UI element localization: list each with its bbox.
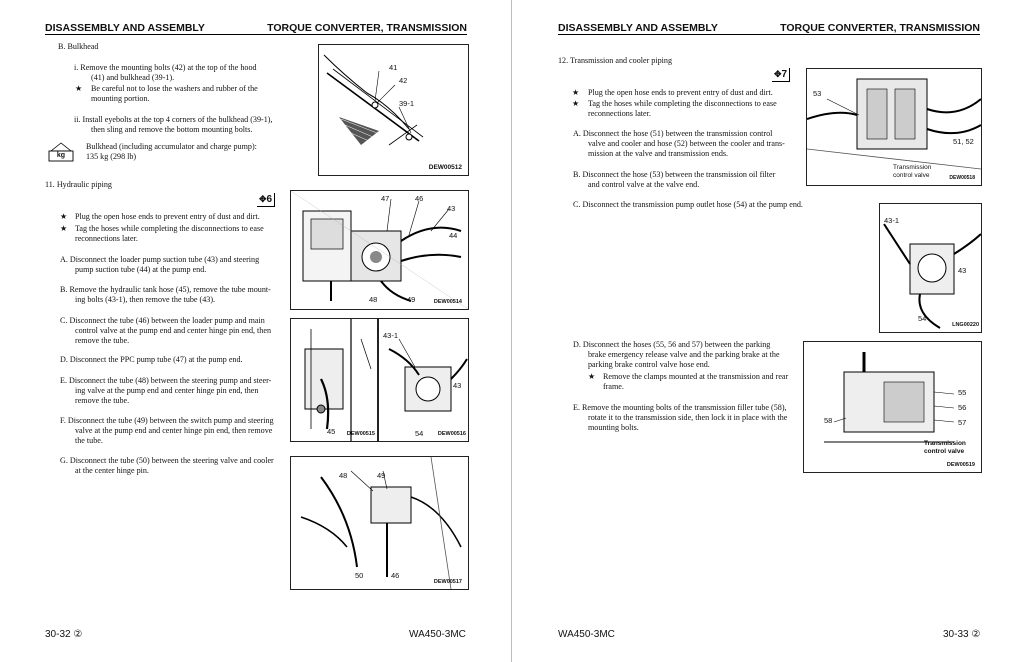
step-11f-line2: valve at the pump end and center hinge pin end, then remove bbox=[75, 426, 273, 435]
figure-tube-mounting bbox=[378, 318, 469, 442]
step-11-heading: 11. Hydraulic piping bbox=[45, 180, 112, 189]
callout-53: 53 bbox=[813, 89, 822, 98]
star-icon: ★ bbox=[60, 212, 68, 221]
callout-46: 46 bbox=[415, 194, 424, 203]
step-12d-line1: D. Disconnect the hoses (55, 56 and 57) between the parking bbox=[573, 340, 771, 349]
figure-code: DEW00518 bbox=[949, 175, 975, 181]
hydraulic-piping-drawing bbox=[291, 191, 468, 309]
star-icon: ★ bbox=[572, 99, 580, 108]
figure-pump-outlet-hose bbox=[879, 203, 982, 333]
step-11b-line2: ing bolts (43-1), then remove the tube (43). bbox=[75, 295, 216, 304]
step-12e-line1: E. Remove the mounting bolts of the transmission filler tube (58), bbox=[573, 403, 787, 412]
note-tag-hoses-line2: reconnections later. bbox=[588, 109, 651, 118]
callout-54: 54 bbox=[415, 429, 424, 438]
star-icon: ★ bbox=[60, 224, 68, 233]
figure-parking-brake-hoses bbox=[803, 341, 982, 473]
step-12a-line1: A. Disconnect the hose (51) between the transmission control bbox=[573, 129, 773, 138]
figure-code: DEW00516 bbox=[437, 431, 466, 437]
step-b-ii-line1: ii. Install eyebolts at the top 4 corners of the bulkhead (39-1), bbox=[74, 115, 273, 124]
figure-code: DEW00519 bbox=[946, 462, 975, 468]
callout-50: 50 bbox=[355, 571, 364, 580]
figure-transmission-cooler-piping bbox=[806, 68, 982, 186]
step-12a-line3: mission at the valve and transmission ends. bbox=[588, 149, 729, 158]
label-transmission: Transmission bbox=[893, 164, 932, 171]
hydraulic-tank-hose-drawing bbox=[291, 319, 377, 441]
step-12-heading: 12. Transmission and cooler piping bbox=[558, 56, 672, 65]
callout-48: 48 bbox=[339, 471, 348, 480]
step-11a-line2: pump suction tube (44) at the pump end. bbox=[75, 265, 207, 274]
reference-mark-6 bbox=[257, 193, 275, 207]
page-header bbox=[45, 20, 467, 35]
step-11a-line1: A. Disconnect the loader pump suction tube (43) and steering bbox=[60, 255, 260, 264]
footer-model: WA450-3MC bbox=[558, 629, 615, 640]
step-12e-line3: mounting bolts. bbox=[588, 423, 639, 432]
step-11f-line1: F. Disconnect the tube (49) between the switch pump and steering bbox=[60, 416, 274, 425]
callout-46: 46 bbox=[391, 571, 400, 580]
callout-44: 44 bbox=[449, 231, 458, 240]
callout-45: 45 bbox=[327, 427, 336, 436]
step-11g-line2: at the center hinge pin. bbox=[75, 466, 149, 475]
note-tag-hoses-line1: Tag the hoses while completing the disconnections to ease bbox=[588, 99, 777, 108]
step-12d-line3: parking brake control valve hose end. bbox=[588, 360, 710, 369]
footer-model: WA450-3MC bbox=[409, 629, 466, 640]
page-header bbox=[558, 20, 980, 35]
callout-43-1: 43-1 bbox=[383, 331, 399, 340]
step-b-i-line1: i. Remove the mounting bolts (42) at the top of the hood bbox=[74, 63, 257, 72]
star-icon: ★ bbox=[588, 372, 596, 381]
step-12e-line2: rotate it to the transmission side, then lock it in place with the bbox=[588, 413, 788, 422]
step-11d-line1: D. Disconnect the PPC pump tube (47) at the pump end. bbox=[60, 355, 243, 364]
note-clamps-line2: frame. bbox=[603, 382, 624, 391]
callout-47: 47 bbox=[381, 194, 390, 203]
step-11f-line3: the tube. bbox=[75, 436, 103, 445]
callout-56: 56 bbox=[958, 403, 967, 412]
figure-code: DEW00515 bbox=[346, 431, 375, 437]
step-12b-line2: and control valve at the valve end. bbox=[588, 180, 700, 189]
figure-hydraulic-piping bbox=[290, 190, 469, 310]
callout-41: 41 bbox=[389, 63, 398, 72]
reference-number: 6 bbox=[266, 194, 273, 205]
figure-code: LNG00220 bbox=[952, 322, 979, 328]
reference-mark-7 bbox=[772, 68, 790, 82]
callout-49: 49 bbox=[407, 295, 416, 304]
label-control-valve: control valve bbox=[893, 172, 930, 179]
step-11e-line1: E. Disconnect the tube (48) between the steering pump and steer- bbox=[60, 376, 272, 385]
header-chapter-title: TORQUE CONVERTER, TRANSMISSION bbox=[780, 22, 980, 34]
callout-43: 43 bbox=[453, 381, 462, 390]
step-11c-line3: remove the tube. bbox=[75, 336, 130, 345]
callout-43-1: 43-1 bbox=[884, 216, 900, 225]
header-chapter-title: TORQUE CONVERTER, TRANSMISSION bbox=[267, 22, 467, 34]
note-plug-hoses: Plug the open hose ends to prevent entry of dust and dirt. bbox=[588, 88, 773, 97]
note-tag-hoses-line2: reconnections later. bbox=[75, 234, 138, 243]
callout-54: 54 bbox=[918, 314, 927, 323]
weight-line2: 135 kg (298 lb) bbox=[86, 152, 137, 161]
step-11e-line3: remove the tube. bbox=[75, 396, 130, 405]
note-tag-hoses-line1: Tag the hoses while completing the disconnections to ease bbox=[75, 224, 264, 233]
step-b-heading: B. Bulkhead bbox=[58, 42, 99, 51]
figure-code: DEW00517 bbox=[433, 579, 462, 585]
step-b-ii-line2: then sling and remove the bottom mounting bolts. bbox=[91, 125, 253, 134]
reference-arrows-icon: ✥ bbox=[774, 69, 782, 79]
header-section-title: DISASSEMBLY AND ASSEMBLY bbox=[558, 22, 718, 34]
reference-number: 7 bbox=[781, 69, 788, 80]
callout-58: 58 bbox=[824, 416, 833, 425]
callout-57: 57 bbox=[958, 418, 967, 427]
step-11c-line1: C. Disconnect the tube (46) between the loader pump and main bbox=[60, 316, 265, 325]
footer-page-number: 30-33 ② bbox=[943, 629, 981, 640]
caution-line1: Be careful not to lose the washers and rubber of the bbox=[91, 84, 258, 93]
step-11e-line2: ing valve at the pump end and center hinge pin end, then bbox=[75, 386, 259, 395]
step-12a-line2: valve and cooler and hose (52) between the cooler and trans- bbox=[588, 139, 785, 148]
callout-43: 43 bbox=[958, 266, 967, 275]
callout-39-1: 39-1 bbox=[399, 99, 415, 108]
step-11b-line1: B. Remove the hydraulic tank hose (45), remove the tube mount- bbox=[60, 285, 271, 294]
callout-43: 43 bbox=[447, 204, 456, 213]
note-clamps-line1: Remove the clamps mounted at the transmission and rear bbox=[603, 372, 789, 381]
callout-51-52: 51, 52 bbox=[953, 137, 974, 146]
callout-48: 48 bbox=[369, 295, 378, 304]
figure-code: DEW00514 bbox=[433, 299, 462, 305]
figure-bulkhead bbox=[318, 44, 469, 176]
right-page bbox=[513, 0, 1024, 662]
callout-55: 55 bbox=[958, 388, 967, 397]
step-12d-line2: brake emergency release valve and the parking brake at the bbox=[588, 350, 780, 359]
weight-icon bbox=[47, 142, 75, 162]
label-control-valve: control valve bbox=[924, 448, 965, 455]
star-icon: ★ bbox=[75, 84, 83, 93]
figure-steering-tubes bbox=[290, 456, 469, 590]
header-section-title: DISASSEMBLY AND ASSEMBLY bbox=[45, 22, 205, 34]
footer-page-number: 30-32 ② bbox=[45, 629, 83, 640]
callout-42: 42 bbox=[399, 76, 408, 85]
step-12b-line1: B. Disconnect the hose (53) between the transmission oil filter bbox=[573, 170, 776, 179]
reference-arrows-icon: ✥ bbox=[259, 194, 267, 204]
star-icon: ★ bbox=[572, 88, 580, 97]
weight-line1: Bulkhead (including accumulator and charge pump): bbox=[86, 142, 257, 151]
page-divider bbox=[511, 0, 512, 662]
weight-icon-label: kg bbox=[56, 152, 66, 159]
step-b-i-line2: (41) and bulkhead (39-1). bbox=[91, 73, 175, 82]
figure-hydraulic-tank-hose bbox=[290, 318, 378, 442]
step-11c-line2: control valve at the pump end and center hinge pin end, then bbox=[75, 326, 271, 335]
figure-code: DEW00512 bbox=[428, 164, 462, 171]
callout-49: 49 bbox=[377, 471, 386, 480]
note-plug-hoses: Plug the open hose ends to prevent entry of dust and dirt. bbox=[75, 212, 260, 221]
caution-line2: mounting portion. bbox=[91, 94, 150, 103]
step-12c-line1: C. Disconnect the transmission pump outlet hose (54) at the pump end. bbox=[573, 200, 803, 209]
label-transmission: Transmission bbox=[924, 440, 966, 447]
step-11g-line1: G. Disconnect the tube (50) between the steering valve and cooler bbox=[60, 456, 274, 465]
